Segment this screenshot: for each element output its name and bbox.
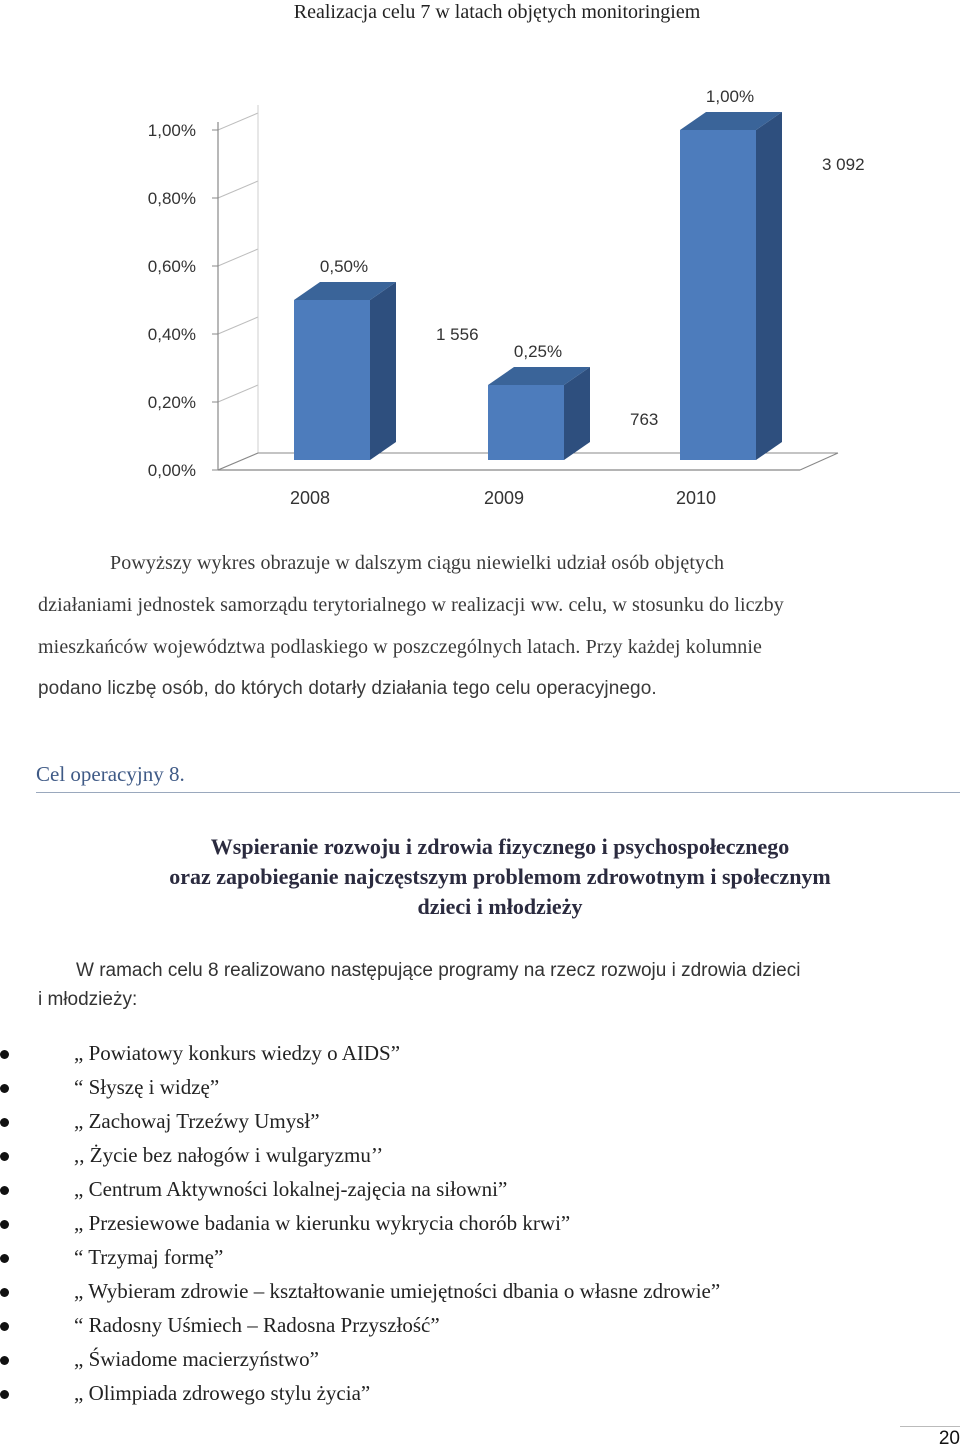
count-label: 3 092 [822, 155, 865, 174]
chart-title: Realizacja celu 7 w latach objętych monitoringiem [293, 1, 701, 23]
bullet-icon [0, 1254, 9, 1263]
goal-title-line: dzieci i młodzieży [417, 894, 583, 919]
list-item [0, 1342, 720, 1376]
bar-chart [0, 40, 900, 530]
paragraph-line: Powyższy wykres obrazuje w dalszym ciągu niewielki udział osób objętych [110, 552, 725, 574]
list-item [0, 1240, 720, 1274]
bar [294, 300, 370, 460]
page-number: 20 [938, 1428, 960, 1449]
y-tick-label: 0,00% [147, 461, 196, 480]
intro-line: W ramach celu 8 realizowano następujące programy na rzecz rozwoju i zdrowia dzieci [76, 960, 801, 981]
count-label: 1 556 [436, 325, 479, 344]
program-label: ,, Życie bez nałogów i wulgaryzmu’’ [74, 1143, 384, 1167]
program-label: „ Centrum Aktywności lokalnej-zajęcia na siłowni” [74, 1177, 508, 1201]
y-tick-label: 0,40% [147, 325, 196, 344]
data-label: 0,25% [513, 342, 563, 361]
data-label: 0,50% [319, 257, 369, 276]
bullet-icon [0, 1118, 9, 1127]
y-tick-label: 0,20% [147, 393, 196, 412]
bar [680, 130, 756, 460]
grid-line [218, 385, 258, 402]
bullet-icon [0, 1152, 9, 1161]
paragraph-line: działaniami jednostek samorządu terytorialnego w realizacji ww. celu, w stosunku do liczby [38, 594, 784, 616]
bullet-icon [0, 1356, 9, 1365]
chart-description [38, 542, 957, 710]
data-label: 1,00% [705, 87, 755, 106]
program-label: „ Olimpiada zdrowego stylu życia” [74, 1381, 371, 1405]
bar [488, 385, 564, 460]
list-item [0, 1274, 720, 1308]
programs-intro [38, 956, 938, 1014]
list-item [0, 1376, 720, 1410]
program-label: “ Trzymaj formę” [74, 1245, 224, 1269]
list-item [0, 1104, 720, 1138]
footer-divider [900, 1426, 960, 1427]
program-label: „ Przesiewowe badania w kierunku wykrycia chorób krwi” [74, 1211, 571, 1235]
bar-side [370, 282, 396, 460]
intro-line: i młodzieży: [38, 989, 138, 1010]
paragraph-line: podano liczbę osób, do których dotarły działania tego celu operacyjnego. [38, 678, 657, 699]
section-heading: Cel operacyjny 8. [36, 762, 960, 793]
bullet-icon [0, 1186, 9, 1195]
y-tick-label: 0,80% [147, 189, 196, 208]
y-tick-label: 1,00% [147, 121, 196, 140]
list-item [0, 1206, 720, 1240]
programs-list [0, 1036, 720, 1410]
y-tick-label: 0,60% [147, 257, 196, 276]
x-tick-label: 2009 [483, 488, 525, 508]
x-tick-label: 2008 [289, 488, 331, 508]
bar-side [756, 112, 782, 460]
goal-title-line: oraz zapobieganie najczęstszym problemom zdrowotnym i społecznym [169, 864, 831, 889]
list-item [0, 1308, 720, 1342]
program-label: „ Powiatowy konkurs wiedzy o AIDS” [74, 1041, 401, 1065]
program-label: „ Zachowaj Trzeźwy Umysł” [74, 1109, 320, 1133]
list-item [0, 1172, 720, 1206]
program-label: „ Świadome macierzyństwo” [74, 1347, 319, 1371]
bullet-icon [0, 1288, 9, 1297]
program-label: “ Radosny Uśmiech – Radosna Przyszłość” [74, 1313, 440, 1337]
bullet-icon [0, 1322, 9, 1331]
list-item [0, 1138, 720, 1172]
paragraph-line: mieszkańców województwa podlaskiego w poszczególnych latach. Przy każdej kolumnie [38, 636, 762, 658]
grid-line [218, 181, 258, 198]
count-label: 763 [630, 410, 659, 429]
list-item [0, 1070, 720, 1104]
goal-title [40, 832, 960, 922]
grid-line [218, 113, 258, 130]
program-label: „ Wybieram zdrowie – kształtowanie umiejętności dbania o własne zdrowie” [74, 1279, 721, 1303]
goal-title-line: Wspieranie rozwoju i zdrowia fizycznego i psychospołecznego [210, 834, 790, 859]
bullet-icon [0, 1390, 9, 1399]
list-item [0, 1036, 720, 1070]
bullet-icon [0, 1050, 9, 1059]
floor-right-edge [800, 453, 838, 470]
grid-line [218, 249, 258, 266]
grid-line [218, 317, 258, 334]
x-tick-label: 2010 [675, 488, 717, 508]
bullet-icon [0, 1084, 9, 1093]
bullet-icon [0, 1220, 9, 1229]
program-label: “ Słyszę i widzę” [74, 1075, 220, 1099]
